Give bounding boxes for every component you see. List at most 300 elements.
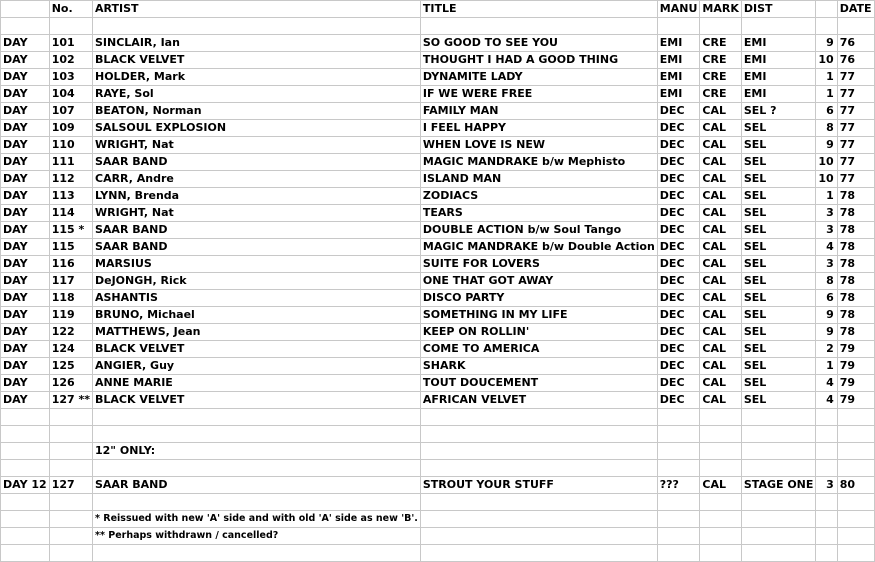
cell-dist[interactable]: SEL bbox=[741, 222, 816, 239]
cell-artist[interactable]: WRIGHT, Nat bbox=[93, 205, 421, 222]
cell-month[interactable]: 3 bbox=[816, 477, 837, 494]
empty-cell[interactable] bbox=[1, 18, 50, 35]
cell-dist[interactable]: SEL bbox=[741, 358, 816, 375]
cell-no[interactable]: 112 bbox=[49, 171, 92, 188]
empty-cell[interactable] bbox=[93, 409, 421, 426]
empty-cell[interactable] bbox=[700, 545, 741, 562]
cell-dist[interactable]: SEL bbox=[741, 375, 816, 392]
empty-cell[interactable] bbox=[741, 511, 816, 528]
header-artist[interactable]: ARTIST bbox=[93, 1, 421, 18]
cell-mark[interactable]: CAL bbox=[700, 290, 741, 307]
cell-no[interactable]: 111 bbox=[49, 154, 92, 171]
cell-mark[interactable]: CRE bbox=[700, 35, 741, 52]
empty-cell[interactable] bbox=[420, 426, 657, 443]
cell-dist[interactable]: SEL bbox=[741, 239, 816, 256]
cell-month[interactable]: 1 bbox=[816, 86, 837, 103]
cell-month[interactable]: 9 bbox=[816, 137, 837, 154]
cell-month[interactable]: 3 bbox=[816, 256, 837, 273]
cell-artist[interactable]: SAAR BAND bbox=[93, 222, 421, 239]
empty-cell[interactable] bbox=[420, 545, 657, 562]
cell-dist[interactable]: SEL bbox=[741, 120, 816, 137]
empty-cell[interactable] bbox=[837, 409, 874, 426]
cell-artist[interactable]: ASHANTIS bbox=[93, 290, 421, 307]
cell-year[interactable]: 76 bbox=[837, 35, 874, 52]
empty-cell[interactable] bbox=[741, 460, 816, 477]
cell-artist[interactable]: SALSOUL EXPLOSION bbox=[93, 120, 421, 137]
cell-artist[interactable]: BLACK VELVET bbox=[93, 52, 421, 69]
cell-year[interactable]: 77 bbox=[837, 154, 874, 171]
cell-label[interactable]: DAY bbox=[1, 358, 50, 375]
header-mark[interactable]: MARK bbox=[700, 1, 741, 18]
cell-year[interactable]: 79 bbox=[837, 341, 874, 358]
cell-mark[interactable]: CRE bbox=[700, 52, 741, 69]
empty-cell[interactable] bbox=[816, 426, 837, 443]
header-no[interactable]: No. bbox=[49, 1, 92, 18]
cell-year[interactable]: 79 bbox=[837, 392, 874, 409]
cell-no[interactable]: 101 bbox=[49, 35, 92, 52]
empty-cell[interactable] bbox=[700, 511, 741, 528]
cell-month[interactable]: 6 bbox=[816, 290, 837, 307]
cell-dist[interactable]: SEL bbox=[741, 256, 816, 273]
empty-cell[interactable] bbox=[420, 511, 657, 528]
cell-title[interactable]: TOUT DOUCEMENT bbox=[420, 375, 657, 392]
empty-cell[interactable] bbox=[657, 494, 700, 511]
cell-year[interactable]: 78 bbox=[837, 273, 874, 290]
cell-month[interactable]: 4 bbox=[816, 375, 837, 392]
cell-year[interactable]: 76 bbox=[837, 52, 874, 69]
cell-no[interactable]: 119 bbox=[49, 307, 92, 324]
empty-cell[interactable] bbox=[1, 409, 50, 426]
empty-cell[interactable] bbox=[700, 18, 741, 35]
cell-artist[interactable]: BEATON, Norman bbox=[93, 103, 421, 120]
empty-cell[interactable] bbox=[816, 511, 837, 528]
cell-label[interactable]: DAY bbox=[1, 392, 50, 409]
cell-dist[interactable]: SEL bbox=[741, 171, 816, 188]
cell-no[interactable]: 103 bbox=[49, 69, 92, 86]
empty-cell[interactable] bbox=[700, 426, 741, 443]
empty-cell[interactable] bbox=[816, 494, 837, 511]
cell-year[interactable]: 77 bbox=[837, 69, 874, 86]
cell-artist[interactable]: WRIGHT, Nat bbox=[93, 137, 421, 154]
header-manu[interactable]: MANU bbox=[657, 1, 700, 18]
cell-title[interactable]: SUITE FOR LOVERS bbox=[420, 256, 657, 273]
empty-cell[interactable] bbox=[816, 409, 837, 426]
cell-no[interactable]: 115 * bbox=[49, 222, 92, 239]
cell-month[interactable]: 4 bbox=[816, 392, 837, 409]
cell-month[interactable]: 2 bbox=[816, 341, 837, 358]
cell-manu[interactable]: DEC bbox=[657, 324, 700, 341]
cell-mark[interactable]: CAL bbox=[700, 137, 741, 154]
cell-manu[interactable]: DEC bbox=[657, 120, 700, 137]
cell-title[interactable]: TEARS bbox=[420, 205, 657, 222]
cell-manu[interactable]: DEC bbox=[657, 103, 700, 120]
cell-mark[interactable]: CAL bbox=[700, 171, 741, 188]
cell-manu[interactable]: DEC bbox=[657, 222, 700, 239]
cell-label[interactable]: DAY bbox=[1, 69, 50, 86]
empty-cell[interactable] bbox=[657, 528, 700, 545]
empty-cell[interactable] bbox=[657, 426, 700, 443]
cell-year[interactable]: 78 bbox=[837, 222, 874, 239]
table-row bbox=[1, 392, 875, 409]
cell-no[interactable]: 107 bbox=[49, 103, 92, 120]
cell-no[interactable]: 118 bbox=[49, 290, 92, 307]
cell-manu[interactable]: DEC bbox=[657, 188, 700, 205]
cell-manu[interactable]: EMI bbox=[657, 86, 700, 103]
cell-manu[interactable]: DEC bbox=[657, 205, 700, 222]
blank-row bbox=[1, 18, 875, 35]
empty-cell[interactable] bbox=[93, 494, 421, 511]
cell-dist[interactable]: SEL bbox=[741, 137, 816, 154]
empty-cell[interactable] bbox=[700, 409, 741, 426]
empty-cell[interactable] bbox=[837, 460, 874, 477]
cell-title[interactable]: SO GOOD TO SEE YOU bbox=[420, 35, 657, 52]
cell-manu[interactable]: DEC bbox=[657, 307, 700, 324]
cell-artist[interactable]: HOLDER, Mark bbox=[93, 69, 421, 86]
cell-label[interactable]: DAY bbox=[1, 188, 50, 205]
empty-cell[interactable] bbox=[837, 18, 874, 35]
empty-cell[interactable] bbox=[49, 426, 92, 443]
empty-cell[interactable] bbox=[420, 409, 657, 426]
empty-cell[interactable] bbox=[1, 528, 50, 545]
cell-title[interactable]: ISLAND MAN bbox=[420, 171, 657, 188]
cell-no[interactable]: 122 bbox=[49, 324, 92, 341]
empty-cell[interactable] bbox=[657, 443, 700, 460]
cell-artist[interactable]: DeJONGH, Rick bbox=[93, 273, 421, 290]
empty-cell[interactable] bbox=[837, 443, 874, 460]
cell-label[interactable]: DAY bbox=[1, 239, 50, 256]
cell-dist[interactable]: SEL bbox=[741, 392, 816, 409]
cell-dist[interactable]: STAGE ONE bbox=[741, 477, 816, 494]
cell-month[interactable]: 4 bbox=[816, 239, 837, 256]
cell-dist[interactable]: SEL bbox=[741, 290, 816, 307]
cell-manu[interactable]: DEC bbox=[657, 137, 700, 154]
cell-artist[interactable]: BLACK VELVET bbox=[93, 392, 421, 409]
cell-label[interactable]: DAY bbox=[1, 205, 50, 222]
cell-month[interactable]: 10 bbox=[816, 52, 837, 69]
cell-label[interactable]: DAY bbox=[1, 341, 50, 358]
cell-artist[interactable]: SAAR BAND bbox=[93, 154, 421, 171]
header-month[interactable] bbox=[816, 1, 837, 18]
cell-title[interactable]: DOUBLE ACTION b/w Soul Tango bbox=[420, 222, 657, 239]
empty-cell[interactable] bbox=[93, 460, 421, 477]
cell-year[interactable]: 78 bbox=[837, 290, 874, 307]
empty-cell[interactable] bbox=[837, 545, 874, 562]
cell-month[interactable]: 10 bbox=[816, 154, 837, 171]
cell-dist[interactable]: SEL bbox=[741, 205, 816, 222]
cell-year[interactable]: 77 bbox=[837, 103, 874, 120]
empty-cell[interactable] bbox=[93, 426, 421, 443]
cell-dist[interactable]: SEL bbox=[741, 154, 816, 171]
cell-mark[interactable]: CAL bbox=[700, 341, 741, 358]
cell-no[interactable]: 110 bbox=[49, 137, 92, 154]
cell-label[interactable]: DAY bbox=[1, 52, 50, 69]
cell-artist[interactable]: SAAR BAND bbox=[93, 239, 421, 256]
cell-manu[interactable]: DEC bbox=[657, 392, 700, 409]
cell-no[interactable]: 109 bbox=[49, 120, 92, 137]
cell-year[interactable]: 78 bbox=[837, 307, 874, 324]
cell-no[interactable]: 127 ** bbox=[49, 392, 92, 409]
cell-label[interactable]: DAY bbox=[1, 154, 50, 171]
table-row bbox=[1, 171, 875, 188]
cell-no[interactable]: 104 bbox=[49, 86, 92, 103]
cell-manu[interactable]: EMI bbox=[657, 69, 700, 86]
empty-cell[interactable] bbox=[657, 18, 700, 35]
cell-manu[interactable]: DEC bbox=[657, 256, 700, 273]
header-label[interactable] bbox=[1, 1, 50, 18]
empty-cell[interactable] bbox=[49, 494, 92, 511]
empty-cell[interactable] bbox=[420, 460, 657, 477]
cell-no[interactable]: 124 bbox=[49, 341, 92, 358]
cell-mark[interactable]: CAL bbox=[700, 324, 741, 341]
empty-cell[interactable] bbox=[837, 511, 874, 528]
cell-dist[interactable]: SEL ? bbox=[741, 103, 816, 120]
cell-dist[interactable]: EMI bbox=[741, 86, 816, 103]
cell-year[interactable]: 78 bbox=[837, 205, 874, 222]
cell-month[interactable]: 8 bbox=[816, 273, 837, 290]
cell-label[interactable]: DAY bbox=[1, 35, 50, 52]
cell-label[interactable]: DAY bbox=[1, 171, 50, 188]
cell-title[interactable]: AFRICAN VELVET bbox=[420, 392, 657, 409]
cell-label[interactable]: DAY bbox=[1, 222, 50, 239]
empty-cell[interactable] bbox=[1, 443, 50, 460]
empty-cell[interactable] bbox=[700, 528, 741, 545]
cell-mark[interactable]: CAL bbox=[700, 120, 741, 137]
cell-title[interactable]: ONE THAT GOT AWAY bbox=[420, 273, 657, 290]
cell-manu[interactable]: EMI bbox=[657, 52, 700, 69]
empty-cell[interactable] bbox=[741, 443, 816, 460]
cell-mark[interactable]: CAL bbox=[700, 307, 741, 324]
cell-artist[interactable]: CARR, Andre bbox=[93, 171, 421, 188]
cell-mark[interactable]: CAL bbox=[700, 205, 741, 222]
cell-dist[interactable]: EMI bbox=[741, 69, 816, 86]
cell-no[interactable]: 126 bbox=[49, 375, 92, 392]
empty-cell[interactable] bbox=[49, 18, 92, 35]
header-title[interactable]: TITLE bbox=[420, 1, 657, 18]
cell-mark[interactable]: CAL bbox=[700, 103, 741, 120]
empty-cell[interactable] bbox=[816, 18, 837, 35]
cell-mark[interactable]: CRE bbox=[700, 86, 741, 103]
cell-month[interactable]: 9 bbox=[816, 307, 837, 324]
empty-cell[interactable] bbox=[420, 18, 657, 35]
cell-mark[interactable]: CAL bbox=[700, 273, 741, 290]
header-dist[interactable]: DIST bbox=[741, 1, 816, 18]
cell-manu[interactable]: DEC bbox=[657, 273, 700, 290]
empty-cell[interactable] bbox=[741, 18, 816, 35]
empty-cell[interactable] bbox=[1, 494, 50, 511]
cell-mark[interactable]: CAL bbox=[700, 375, 741, 392]
empty-cell[interactable] bbox=[837, 494, 874, 511]
cell-label[interactable]: DAY bbox=[1, 137, 50, 154]
cell-mark[interactable]: CAL bbox=[700, 239, 741, 256]
cell-dist[interactable]: EMI bbox=[741, 52, 816, 69]
cell-month[interactable]: 1 bbox=[816, 188, 837, 205]
empty-cell[interactable] bbox=[49, 460, 92, 477]
empty-cell[interactable] bbox=[837, 528, 874, 545]
cell-no[interactable]: 102 bbox=[49, 52, 92, 69]
cell-manu[interactable]: DEC bbox=[657, 290, 700, 307]
cell-mark[interactable]: CAL bbox=[700, 222, 741, 239]
empty-cell[interactable] bbox=[741, 426, 816, 443]
empty-cell[interactable] bbox=[49, 443, 92, 460]
cell-manu[interactable]: DEC bbox=[657, 375, 700, 392]
cell-title[interactable]: MAGIC MANDRAKE b/w Mephisto bbox=[420, 154, 657, 171]
cell-mark[interactable]: CAL bbox=[700, 477, 741, 494]
table-row bbox=[1, 69, 875, 86]
cell-title[interactable]: THOUGHT I HAD A GOOD THING bbox=[420, 52, 657, 69]
cell-year[interactable]: 77 bbox=[837, 120, 874, 137]
cell-mark[interactable]: CAL bbox=[700, 392, 741, 409]
empty-cell[interactable] bbox=[741, 545, 816, 562]
empty-cell[interactable] bbox=[657, 511, 700, 528]
cell-no[interactable]: 115 bbox=[49, 239, 92, 256]
cell-no[interactable]: 114 bbox=[49, 205, 92, 222]
cell-label[interactable]: DAY bbox=[1, 256, 50, 273]
cell-title[interactable]: COME TO AMERICA bbox=[420, 341, 657, 358]
cell-month[interactable]: 3 bbox=[816, 222, 837, 239]
cell-year[interactable]: 78 bbox=[837, 188, 874, 205]
cell-label[interactable]: DAY bbox=[1, 307, 50, 324]
table-row bbox=[1, 358, 875, 375]
cell-label[interactable]: DAY 12 bbox=[1, 477, 50, 494]
cell-no[interactable]: 117 bbox=[49, 273, 92, 290]
cell-manu[interactable]: DEC bbox=[657, 154, 700, 171]
cell-title[interactable]: SOMETHING IN MY LIFE bbox=[420, 307, 657, 324]
cell-year[interactable]: 80 bbox=[837, 477, 874, 494]
cell-label[interactable]: DAY bbox=[1, 273, 50, 290]
cell-title[interactable]: I FEEL HAPPY bbox=[420, 120, 657, 137]
cell-dist[interactable]: SEL bbox=[741, 341, 816, 358]
cell-mark[interactable]: CAL bbox=[700, 256, 741, 273]
cell-label[interactable]: DAY bbox=[1, 290, 50, 307]
empty-cell[interactable] bbox=[1, 460, 50, 477]
cell-artist[interactable]: SINCLAIR, Ian bbox=[93, 35, 421, 52]
cell-dist[interactable]: SEL bbox=[741, 307, 816, 324]
empty-cell[interactable] bbox=[700, 460, 741, 477]
empty-cell[interactable] bbox=[741, 409, 816, 426]
cell-artist[interactable]: RAYE, Sol bbox=[93, 86, 421, 103]
cell-artist[interactable]: LYNN, Brenda bbox=[93, 188, 421, 205]
cell-dist[interactable]: SEL bbox=[741, 188, 816, 205]
cell-artist[interactable]: SAAR BAND bbox=[93, 477, 421, 494]
empty-cell[interactable] bbox=[741, 528, 816, 545]
cell-no[interactable]: 127 bbox=[49, 477, 92, 494]
cell-manu[interactable]: DEC bbox=[657, 341, 700, 358]
cell-dist[interactable]: SEL bbox=[741, 324, 816, 341]
cell-artist[interactable]: BLACK VELVET bbox=[93, 341, 421, 358]
cell-year[interactable]: 78 bbox=[837, 324, 874, 341]
cell-title[interactable]: DISCO PARTY bbox=[420, 290, 657, 307]
empty-cell[interactable] bbox=[49, 409, 92, 426]
cell-title[interactable]: IF WE WERE FREE bbox=[420, 86, 657, 103]
cell-month[interactable]: 9 bbox=[816, 324, 837, 341]
empty-cell[interactable] bbox=[700, 443, 741, 460]
cell-year[interactable]: 77 bbox=[837, 86, 874, 103]
cell-label[interactable]: DAY bbox=[1, 86, 50, 103]
empty-cell[interactable] bbox=[1, 545, 50, 562]
cell-title[interactable]: KEEP ON ROLLIN' bbox=[420, 324, 657, 341]
cell-label[interactable]: DAY bbox=[1, 324, 50, 341]
empty-cell[interactable] bbox=[657, 460, 700, 477]
empty-cell[interactable] bbox=[1, 426, 50, 443]
empty-cell[interactable] bbox=[816, 528, 837, 545]
header-date[interactable]: DATE bbox=[837, 1, 874, 18]
cell-title[interactable]: ZODIACS bbox=[420, 188, 657, 205]
empty-cell[interactable] bbox=[816, 460, 837, 477]
cell-artist[interactable]: MATTHEWS, Jean bbox=[93, 324, 421, 341]
cell-manu[interactable]: DEC bbox=[657, 239, 700, 256]
empty-cell[interactable] bbox=[816, 443, 837, 460]
cell-month[interactable]: 8 bbox=[816, 120, 837, 137]
empty-cell[interactable] bbox=[49, 528, 92, 545]
cell-title[interactable]: FAMILY MAN bbox=[420, 103, 657, 120]
cell-title[interactable]: SHARK bbox=[420, 358, 657, 375]
cell-artist[interactable]: ANNE MARIE bbox=[93, 375, 421, 392]
empty-cell[interactable] bbox=[420, 494, 657, 511]
cell-label[interactable]: DAY bbox=[1, 375, 50, 392]
cell-title[interactable]: STROUT YOUR STUFF bbox=[420, 477, 657, 494]
cell-artist[interactable]: BRUNO, Michael bbox=[93, 307, 421, 324]
empty-cell[interactable] bbox=[657, 409, 700, 426]
cell-year[interactable]: 78 bbox=[837, 239, 874, 256]
cell-month[interactable]: 1 bbox=[816, 358, 837, 375]
cell-title[interactable]: WHEN LOVE IS NEW bbox=[420, 137, 657, 154]
cell-no[interactable]: 113 bbox=[49, 188, 92, 205]
cell-manu[interactable]: DEC bbox=[657, 358, 700, 375]
empty-cell[interactable] bbox=[816, 545, 837, 562]
empty-cell[interactable] bbox=[49, 511, 92, 528]
cell-year[interactable]: 77 bbox=[837, 137, 874, 154]
cell-mark[interactable]: CRE bbox=[700, 69, 741, 86]
cell-dist[interactable]: SEL bbox=[741, 273, 816, 290]
empty-cell[interactable] bbox=[700, 494, 741, 511]
empty-cell[interactable] bbox=[93, 545, 421, 562]
empty-cell[interactable] bbox=[420, 528, 657, 545]
cell-artist[interactable]: MARSIUS bbox=[93, 256, 421, 273]
table-row bbox=[1, 154, 875, 171]
cell-no[interactable]: 116 bbox=[49, 256, 92, 273]
cell-label[interactable]: DAY bbox=[1, 120, 50, 137]
empty-cell[interactable] bbox=[93, 18, 421, 35]
cell-month[interactable]: 3 bbox=[816, 205, 837, 222]
cell-month[interactable]: 10 bbox=[816, 171, 837, 188]
cell-mark[interactable]: CAL bbox=[700, 188, 741, 205]
cell-year[interactable]: 77 bbox=[837, 171, 874, 188]
cell-dist[interactable]: EMI bbox=[741, 35, 816, 52]
cell-artist[interactable]: ANGIER, Guy bbox=[93, 358, 421, 375]
cell-year[interactable]: 79 bbox=[837, 375, 874, 392]
cell-title[interactable]: MAGIC MANDRAKE b/w Double Action bbox=[420, 239, 657, 256]
empty-cell[interactable] bbox=[657, 545, 700, 562]
empty-cell[interactable] bbox=[837, 426, 874, 443]
empty-cell[interactable] bbox=[49, 545, 92, 562]
cell-manu[interactable]: ??? bbox=[657, 477, 700, 494]
cell-no[interactable]: 125 bbox=[49, 358, 92, 375]
cell-month[interactable]: 6 bbox=[816, 103, 837, 120]
cell-mark[interactable]: CAL bbox=[700, 358, 741, 375]
cell-label[interactable]: DAY bbox=[1, 103, 50, 120]
empty-cell[interactable] bbox=[1, 511, 50, 528]
empty-cell[interactable] bbox=[741, 494, 816, 511]
empty-cell[interactable] bbox=[420, 443, 657, 460]
cell-manu[interactable]: DEC bbox=[657, 171, 700, 188]
cell-month[interactable]: 1 bbox=[816, 69, 837, 86]
cell-manu[interactable]: EMI bbox=[657, 35, 700, 52]
cell-month[interactable]: 9 bbox=[816, 35, 837, 52]
cell-title[interactable]: DYNAMITE LADY bbox=[420, 69, 657, 86]
cell-mark[interactable]: CAL bbox=[700, 154, 741, 171]
cell-year[interactable]: 79 bbox=[837, 358, 874, 375]
cell-year[interactable]: 78 bbox=[837, 256, 874, 273]
